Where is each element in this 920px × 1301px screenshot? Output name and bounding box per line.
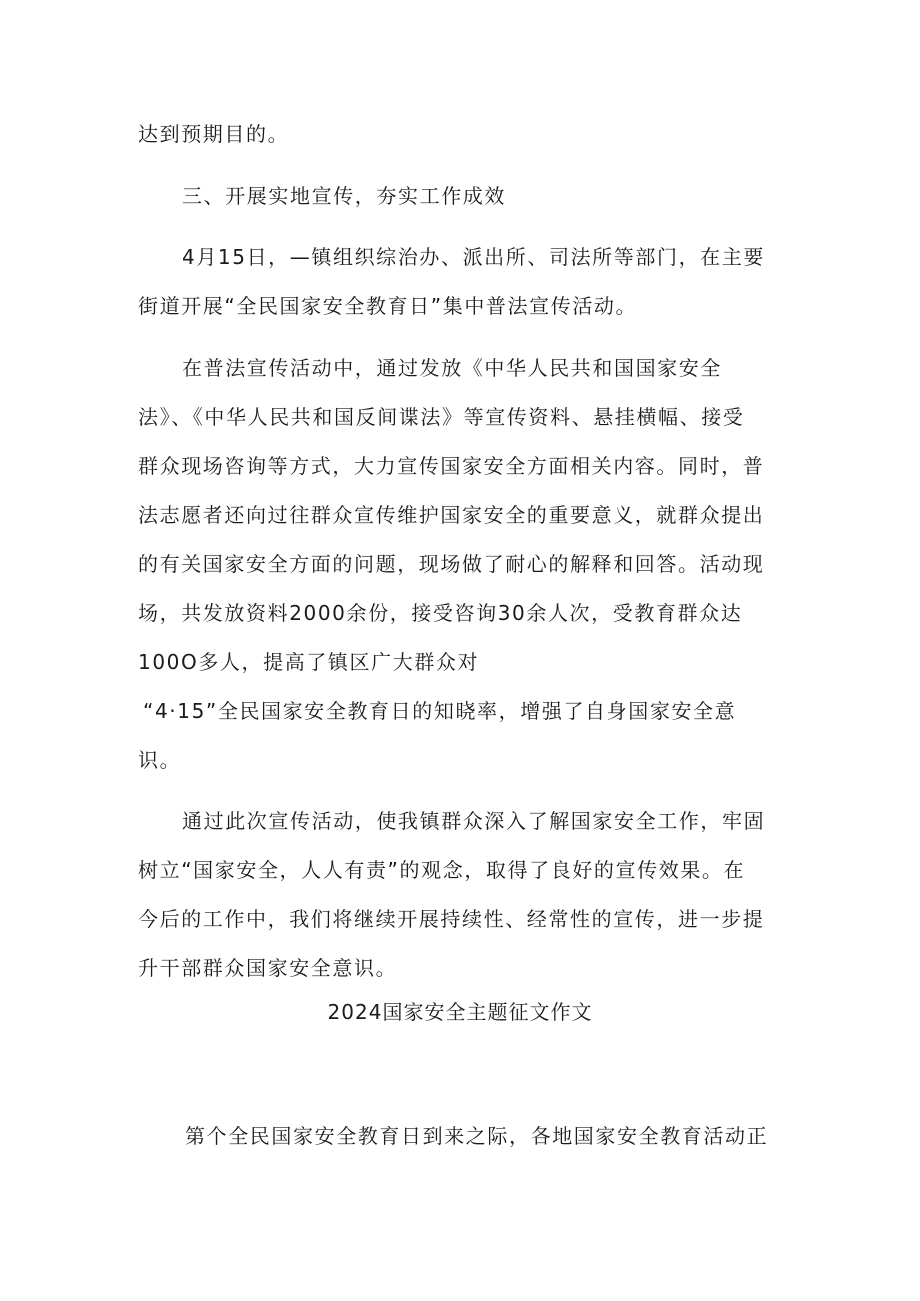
text-line: 第个全民国家安全教育日到来之际，各地国家安全教育活动正: [185, 1124, 769, 1148]
text-line: 升干部群众国家安全意识。: [138, 956, 398, 980]
section-heading: 三、开展实地宣传，夯实工作成效: [182, 184, 506, 208]
text-line: 4月15日，—镇组织综治办、派出所、司法所等部门，在主要: [182, 245, 765, 269]
text-line: 场，共发放资料2000余份，接受咨询30余人次，受教育群众达: [138, 601, 743, 625]
text-line: 的有关国家安全方面的问题，现场做了耐心的解释和回答。活动现: [138, 552, 765, 576]
text-line: 法》、《中华人民共和国反间谍法》等宣传资料、悬挂横幅、接受: [138, 405, 745, 429]
text-line: 在普法宣传活动中，通过发放《中华人民共和国国家安全: [182, 356, 722, 380]
text-line: 达到预期目的。: [138, 122, 290, 146]
text-line: “4·15”全民国家安全教育日的知晓率，增强了自身国家安全意: [143, 699, 737, 723]
text-line: 街道开展“全民国家安全教育日”集中普法宣传活动。: [138, 294, 638, 318]
text-line: 通过此次宣传活动，使我镇群众深入了解国家安全工作，牢固: [182, 809, 766, 833]
text-line: 100O多人，提高了镇区广大群众对: [138, 650, 480, 674]
text-line: 树立“国家安全，人人有责”的观念，取得了良好的宣传效果。在: [138, 858, 746, 882]
text-line: 群众现场咨询等方式，大力宣传国家安全方面相关内容。同时，普: [138, 454, 765, 478]
text-line: 今后的工作中，我们将继续开展持续性、经常性的宣传，进一步提: [138, 907, 765, 931]
text-line: 法志愿者还向过往群众宣传维护国家安全的重要意义，就群众提出: [138, 503, 765, 527]
essay-title: 2024国家安全主题征文作文: [327, 1000, 593, 1024]
text-line: 识。: [138, 748, 182, 772]
